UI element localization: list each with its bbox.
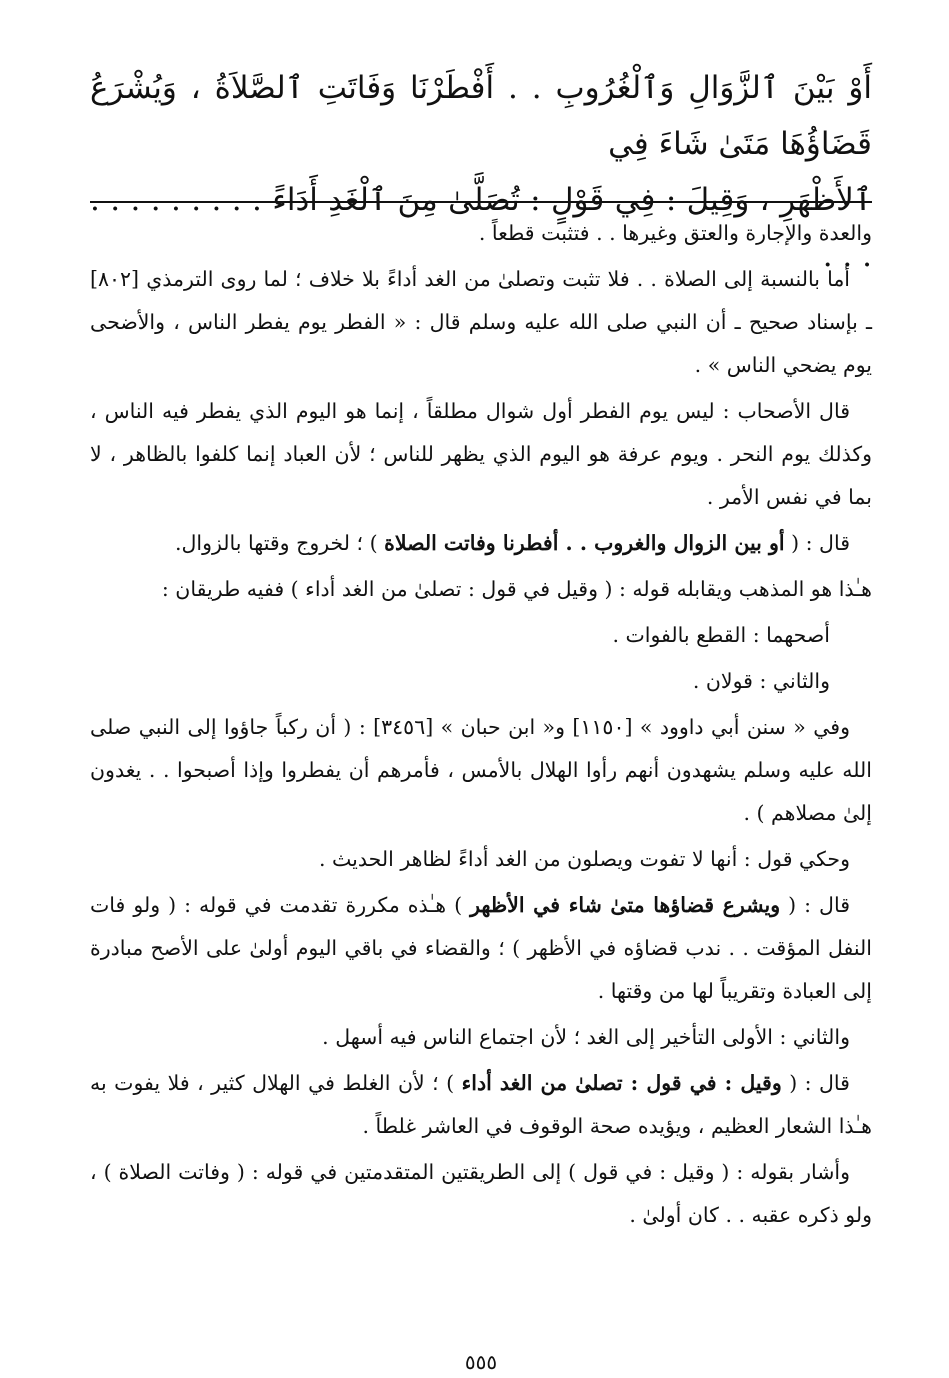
commentary-paragraph: قال الأصحاب : ليس يوم الفطر أول شوال مطلقاً ، إنما هو اليوم الذي يفطر فيه الناس ، وكذلك يوم النحر . ويوم عرفة هو اليوم الذي يظهر للناس ؛ لأن العباد إنما كلفوا بالظاهر ، لا بما في نفس الأمر . — [90, 399, 872, 509]
quote-rest: ) هـٰذه مكررة تقدمت في قوله : ( ولو فات النفل المؤقت . . ندب قضاؤه في الأظهر ) ؛ والقضاء في باقي اليوم أولىٰ على الأصح مبادرة إلى العبادة وتقريباً لها من وقتها . — [90, 893, 872, 1003]
quote-open: قال : ( — [780, 893, 850, 917]
commentary — [90, 212, 872, 1240]
main-text-line: ٱلأَظْهَرِ ، وَقِيلَ : فِي قَوْلٍ : تُصَلَّىٰ مِنَ ٱلْغَدِ أَدَاءً . . . . . . . . . . . . — [90, 182, 872, 274]
commentary-paragraph: وحكي قول : أنها لا تفوت ويصلون من الغد أداءً لظاهر الحديث . — [319, 847, 850, 871]
commentary-paragraph: أما بالنسبة إلى الصلاة . . فلا تثبت وتصلىٰ من الغد أداءً بلا خلاف ؛ لما روى الترمذي [٨٠٢] ـ بإسناد صحيح ـ أن النبي صلى الله عليه وسلم قال : « الفطر يوم يفطر الناس ، والأضحى يوم يضحي الناس » . — [90, 267, 872, 377]
quote-open: قال : ( — [784, 531, 850, 555]
commentary-paragraph: وفي « سنن أبي داوود » [١١٥٠] و« ابن حبان » [٣٤٥٦] : ( أن ركباً جاؤوا إلى النبي صلى الله عليه وسلم يشهدون أنهم رأوا الهلال بالأمس ، فأمرهم أن يفطروا وإذا أصبحوا . . يغدون إلىٰ مصلاهم ) . — [90, 715, 872, 825]
book-page — [90, 60, 872, 1374]
quoted-main-text: أو بين الزوال والغروب . . أفطرنا وفاتت الصلاة — [384, 531, 785, 555]
quoted-main-text: ويشرع قضاؤها متىٰ شاء في الأظهر — [470, 893, 781, 917]
commentary-paragraph: والثاني : الأولى التأخير إلى الغد ؛ لأن اجتماع الناس فيه أسهل . — [322, 1025, 850, 1049]
commentary-paragraph: والعدة والإجارة والعتق وغيرها . . فتثبت قطعاً . — [478, 221, 872, 245]
separator-line — [90, 201, 872, 203]
commentary-paragraph — [90, 522, 872, 565]
commentary-paragraph — [90, 1062, 872, 1148]
page-number: ٥٥٥ — [464, 1350, 498, 1374]
commentary-paragraph: وأشار بقوله : ( وقيل : في قول ) إلى الطريقتين المتقدمتين في قوله : ( وفاتت الصلاة ) ، ولو ذكره عقبه . . كان أولىٰ . — [90, 1160, 872, 1227]
quote-rest: ) ؛ لأن الغلط في الهلال كثير ، فلا يفوت به هـٰذا الشعار العظيم ، ويؤيده صحة الوقوف في العاشر غلطاً . — [90, 1071, 872, 1138]
commentary-paragraph: هـٰذا هو المذهب ويقابله قوله : ( وقيل في قول : تصلىٰ من الغد أداء ) ففيه طريقان : — [161, 577, 872, 601]
quoted-main-text: وقيل : في قول : تصلىٰ من الغد أداء — [461, 1071, 782, 1095]
main-text-line: أَوْ بَيْنَ ٱلزَّوَالِ وَٱلْغُرُوبِ . . أَفْطَرْنَا وَفَاتَتِ ٱلصَّلاَةُ ، وَيُشْرَعُ قَضَاؤُهَا مَتَىٰ شَاءَ فِي — [90, 70, 872, 162]
commentary-paragraph: والثاني : قولان . — [692, 669, 830, 693]
commentary-paragraph — [90, 884, 872, 1013]
commentary-paragraph: أصحهما : القطع بالفوات . — [612, 623, 830, 647]
quote-open: قال : ( — [781, 1071, 850, 1095]
quote-rest: ) ؛ لخروج وقتها بالزوال. — [174, 531, 385, 555]
